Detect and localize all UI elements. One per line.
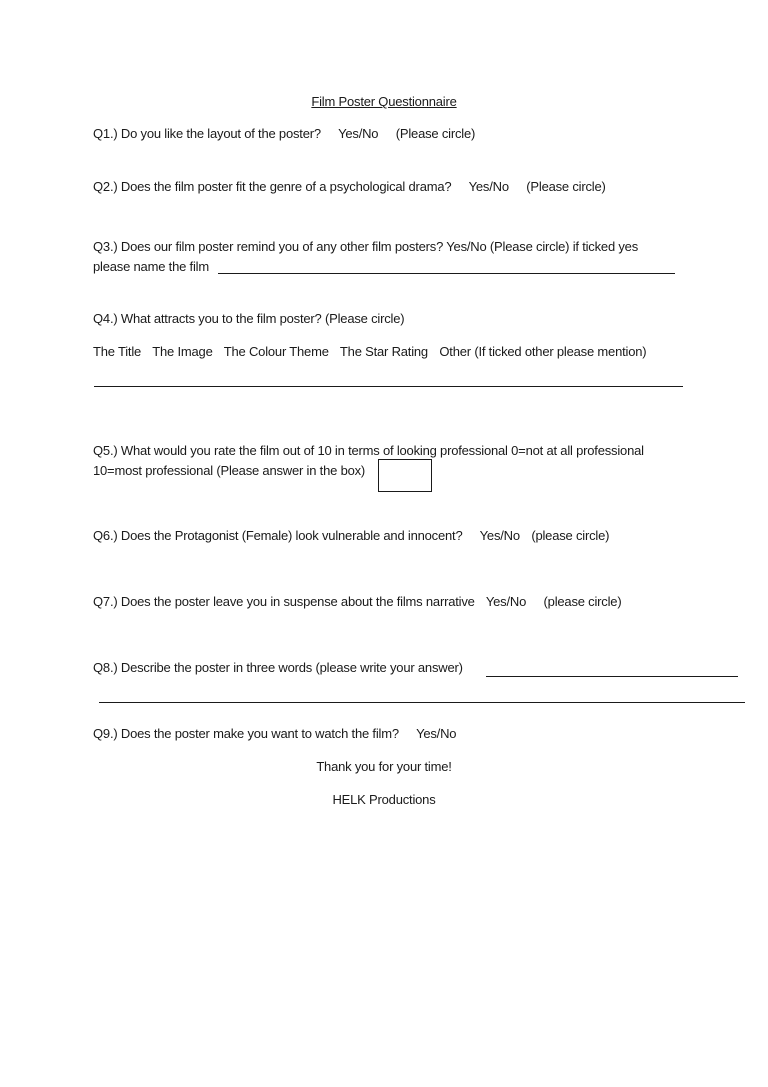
three-words-answer-line-2[interactable] bbox=[99, 702, 745, 703]
question-6-note: (please circle) bbox=[531, 528, 610, 543]
question-9-text: Q9.) Does the poster make you want to watch the film? bbox=[93, 726, 399, 741]
question-3-line-2: please name the film bbox=[93, 259, 209, 274]
option-star-rating[interactable]: The Star Rating bbox=[339, 344, 428, 359]
question-9 bbox=[93, 726, 456, 741]
other-answer-line[interactable] bbox=[94, 386, 683, 387]
question-6-answer[interactable]: Yes/No bbox=[479, 528, 520, 543]
question-1 bbox=[93, 126, 475, 141]
question-1-note: (Please circle) bbox=[395, 126, 476, 141]
rating-answer-box[interactable] bbox=[378, 459, 432, 492]
question-3-line-1: Q3.) Does our film poster remind you of any other film posters? Yes/No (Please circle) if ticked yes bbox=[93, 239, 639, 254]
question-7-text: Q7.) Does the poster leave you in suspense about the films narrative bbox=[93, 594, 475, 609]
question-7 bbox=[93, 594, 621, 609]
question-7-answer[interactable]: Yes/No bbox=[485, 594, 527, 609]
question-2-note: (Please circle) bbox=[526, 179, 606, 194]
three-words-answer-line-1[interactable] bbox=[486, 676, 738, 677]
question-4-options bbox=[93, 344, 646, 359]
option-the-image[interactable]: The Image bbox=[152, 344, 213, 359]
question-6-text: Q6.) Does the Protagonist (Female) look vulnerable and innocent? bbox=[93, 528, 463, 543]
question-2-answer[interactable]: Yes/No bbox=[468, 179, 509, 194]
film-name-answer-line[interactable] bbox=[218, 273, 675, 274]
question-2-text: Q2.) Does the film poster fit the genre of a psychological drama? bbox=[93, 179, 452, 194]
page-title: Film Poster Questionnaire bbox=[311, 94, 457, 109]
option-colour-theme[interactable]: The Colour Theme bbox=[223, 344, 329, 359]
option-other[interactable]: Other (If ticked other please mention) bbox=[439, 344, 647, 359]
question-9-answer[interactable]: Yes/No bbox=[416, 726, 457, 741]
question-8: Q8.) Describe the poster in three words (please write your answer) bbox=[93, 660, 463, 675]
company-name: HELK Productions bbox=[332, 792, 436, 807]
question-7-note: (please circle) bbox=[543, 594, 622, 609]
question-1-text: Q1.) Do you like the layout of the poster? bbox=[93, 126, 321, 141]
question-5-line-2: 10=most professional (Please answer in the box) bbox=[93, 463, 366, 478]
option-the-title[interactable]: The Title bbox=[93, 344, 142, 359]
question-5-line-1: Q5.) What would you rate the film out of 10 in terms of looking professional 0=not at all professional bbox=[93, 443, 644, 458]
question-1-answer[interactable]: Yes/No bbox=[338, 126, 379, 141]
question-2 bbox=[93, 179, 606, 194]
question-4: Q4.) What attracts you to the film poster? (Please circle) bbox=[93, 311, 405, 326]
closing-message: Thank you for your time! bbox=[316, 759, 452, 774]
question-6 bbox=[93, 528, 609, 543]
